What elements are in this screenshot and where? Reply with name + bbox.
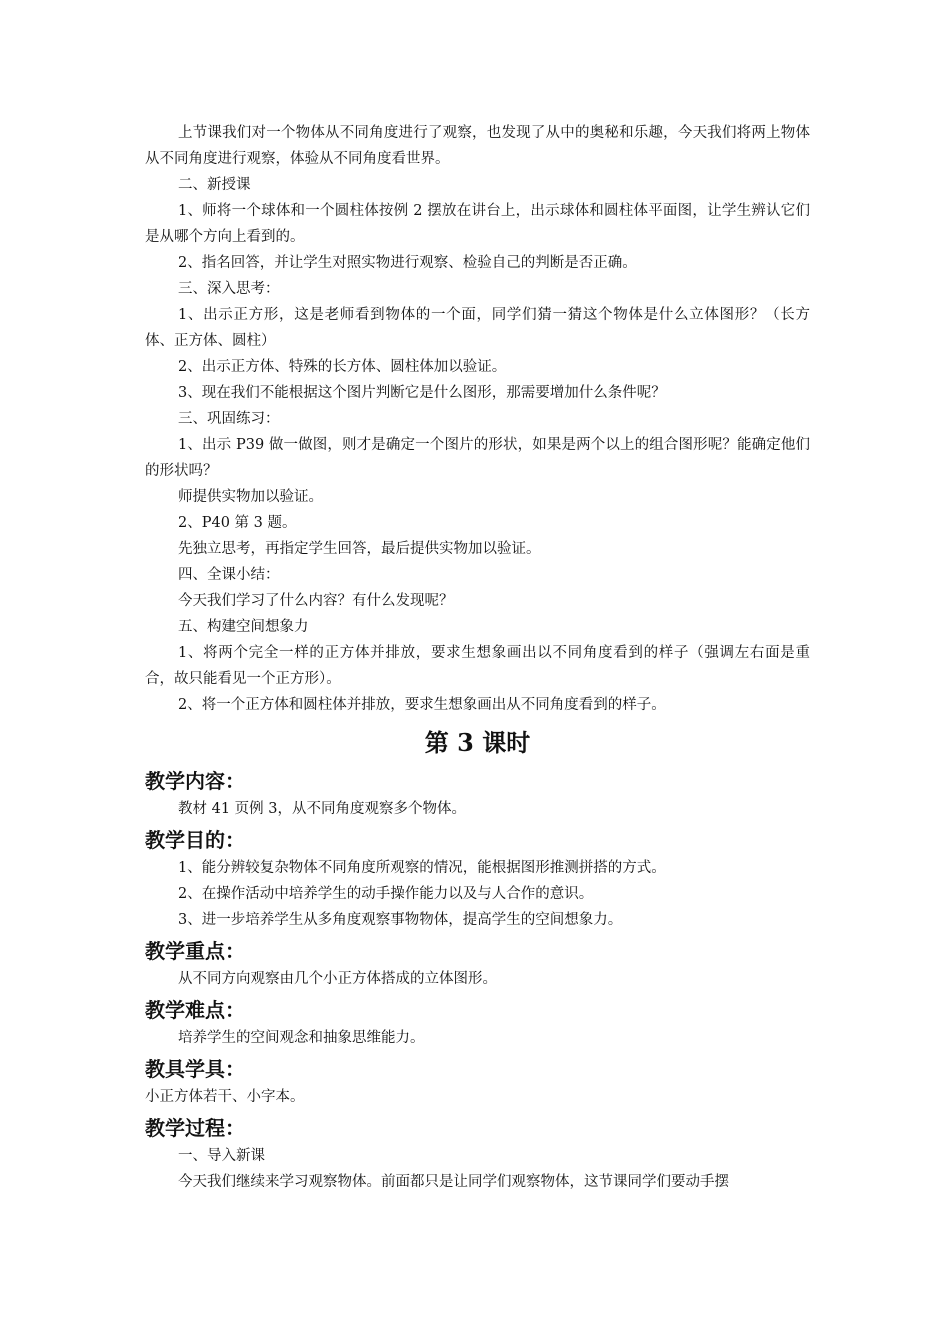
goal-item-1: 1、能分辨较复杂物体不同角度所观察的情况，能根据图形推测拼搭的方式。 [178, 860, 666, 876]
key-heading: 教学重点： [145, 939, 245, 963]
section-think-heading: 三、深入思考： [178, 281, 280, 297]
goal-item-3: 3、进一步培养学生从多角度观察事物物体，提高学生的空间想象力。 [178, 912, 623, 928]
process-heading: 教学过程： [145, 1116, 245, 1140]
tools-heading: 教具学具： [145, 1057, 245, 1081]
process-subheading: 一、导入新课 [178, 1148, 265, 1164]
section-think-item-2: 2、出示正方体、特殊的长方体、圆柱体加以验证。 [178, 359, 507, 375]
lesson-title: 第 3 课时 [424, 728, 531, 757]
difficult-text: 培养学生的空间观念和抽象思维能力。 [178, 1030, 425, 1046]
section-imagine-item-2: 2、将一个正方体和圆柱体并排放，要求生想象画出从不同角度看到的样子。 [178, 697, 666, 713]
section-imagine-heading: 五、构建空间想象力 [178, 619, 309, 635]
tools-text: 小正方体若干、小字本。 [145, 1089, 305, 1105]
section-new-item-1: 1、师将一个球体和一个圆柱体按例 2 摆放在讲台上，出示球体和圆柱体平面图，让学生辨认它们是从哪个方向上看到的。 [145, 203, 810, 245]
process-text: 今天我们继续来学习观察物体。前面都只是让同学们观察物体，这节课同学们要动手摆 [178, 1174, 729, 1190]
content-heading: 教学内容： [145, 769, 245, 793]
section-new-heading: 二、新授课 [178, 177, 251, 193]
section-summary-item-1: 今天我们学习了什么内容？有什么发现呢？ [178, 593, 454, 609]
section-summary-heading: 四、全课小结： [178, 567, 280, 583]
section-practice-item-4: 先独立思考，再指定学生回答，最后提供实物加以验证。 [178, 541, 541, 557]
document-body [145, 120, 810, 1195]
section-practice-item-3: 2、P40 第 3 题。 [178, 515, 297, 531]
content-text: 教材 41 页例 3，从不同角度观察多个物体。 [178, 801, 467, 817]
section-think-item-1: 1、出示正方形，这是老师看到物体的一个面，同学们猜一猜这个物体是什么立体图形？（长方体、正方体、圆柱） [145, 307, 810, 349]
goal-heading: 教学目的： [145, 828, 245, 852]
intro-paragraph: 上节课我们对一个物体从不同角度进行了观察，也发现了从中的奥秘和乐趣，今天我们将两上物体从不同角度进行观察，体验从不同角度看世界。 [145, 125, 810, 167]
section-practice-item-1: 1、出示 P39 做一做图，则才是确定一个图片的形状，如果是两个以上的组合图形呢？能确定他们的形状吗？ [145, 437, 810, 479]
goal-item-2: 2、在操作活动中培养学生的动手操作能力以及与人合作的意识。 [178, 886, 594, 902]
section-practice-item-2: 师提供实物加以验证。 [178, 489, 323, 505]
section-think-item-3: 3、现在我们不能根据这个图片判断它是什么图形，那需要增加什么条件呢？ [178, 385, 666, 401]
section-new-item-2: 2、指名回答，并让学生对照实物进行观察、检验自己的判断是否正确。 [178, 255, 637, 271]
key-text: 从不同方向观察由几个小正方体搭成的立体图形。 [178, 971, 497, 987]
difficult-heading: 教学难点： [145, 998, 245, 1022]
section-practice-heading: 三、巩固练习： [178, 411, 280, 427]
section-imagine-item-1: 1、将两个完全一样的正方体并排放，要求生想象画出以不同角度看到的样子（强调左右面是重合，故只能看见一个正方形）。 [145, 645, 810, 687]
